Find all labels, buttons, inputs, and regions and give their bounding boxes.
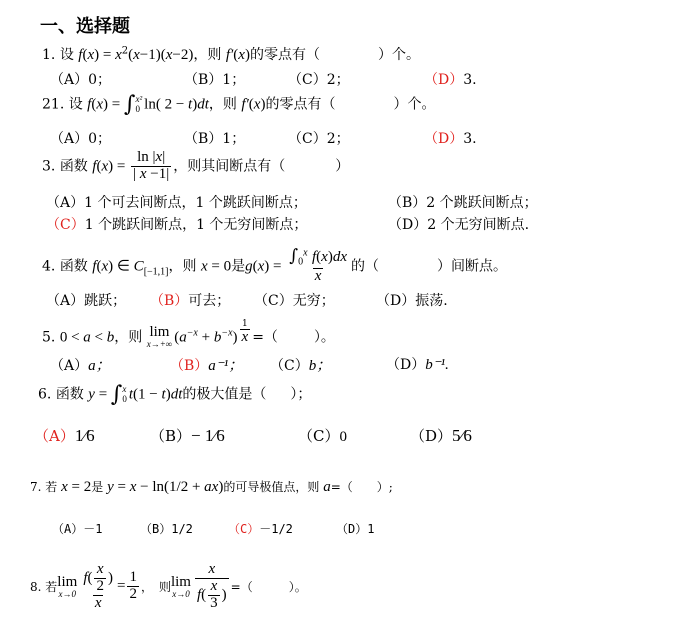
q3-option-b[interactable]: （B）2 个跳跃间断点； — [388, 195, 538, 211]
q21-option-d[interactable]: （D）3. — [424, 131, 477, 147]
question-7: 7. 若 x = 2是 y = x − ln(1/2 + ax)的可导极值点，则 a=（ ）; — [30, 479, 393, 495]
q6-option-c[interactable]: （C）0 — [298, 427, 347, 445]
q3-option-a[interactable]: （A）1 个可去间断点，1 个跳跃间断点； — [46, 195, 307, 211]
q5-option-a[interactable]: （A）a； — [50, 358, 111, 374]
question-8: 8. 若 lim x→0 f( $\frac{x}{2}$ ) x = $\frac{1}{2}$ ， 则 lim x→0 x f( $\frac{x}{3}$ ) =（ ）。 — [30, 561, 307, 611]
q5-option-d[interactable]: （D）b⁻¹. — [386, 357, 449, 373]
question-21: 21. 设 f(x) = ∫ x² 0 ln( 2 − t)dt，则 f′(x)的零点有（ ）个。 — [42, 92, 436, 117]
question-6: 6. 函数 y = ∫ x 0 t(1 − t)dt的极大值是（ ）； — [38, 382, 312, 407]
question-5: 5. 0 < a < b，则 lim x→+∞ $(a^{-x} + b^{-x})$ $^{\frac{1}{x}}$ =（ ）。 — [42, 319, 335, 350]
q6-option-d[interactable]: （D）5⁄6 — [410, 426, 472, 445]
q21-option-c[interactable]: （C）2； — [288, 131, 350, 147]
q4-option-a[interactable]: （A）跳跃； — [46, 293, 127, 309]
q6-option-a[interactable]: （A）1⁄6 — [34, 426, 95, 445]
section-title: 一、选择题 — [40, 16, 130, 37]
q1-option-b[interactable]: （B）1； — [184, 72, 246, 88]
q7-option-b[interactable]: （B）1/2 — [140, 522, 193, 536]
q1-option-d[interactable]: （D）3. — [424, 72, 477, 88]
q5-option-b[interactable]: （B）a⁻¹； — [170, 358, 244, 374]
q7-option-d[interactable]: （D）1 — [336, 522, 375, 536]
q3-option-d[interactable]: （D）2 个无穷间断点. — [388, 217, 530, 233]
q1-option-c[interactable]: （C）2； — [288, 72, 350, 88]
question-3: 3. 函数 f(x) = $\frac{\ln |x|}{| x -1|}$ ，则其间断点有（ ） — [42, 149, 350, 182]
q5-option-c[interactable]: （C）b； — [270, 358, 332, 374]
q3-option-c[interactable]: （C）1 个跳跃间断点，1 个无穷间断点； — [46, 217, 308, 233]
q21-option-a[interactable]: （A）0； — [50, 131, 112, 147]
q4-option-b[interactable]: （B）可去； — [150, 293, 231, 309]
question-1: 1. 设 $f(x) = x^2(x-1)(x-2)$，则 f′(x)的零点有（ ）个。 — [42, 45, 420, 63]
q7-option-a[interactable]: （A）－1 — [52, 522, 103, 536]
q21-option-b[interactable]: （B）1； — [184, 131, 246, 147]
q4-option-c[interactable]: （C）无穷； — [254, 293, 335, 309]
question-4: 4. 函数 f(x) ∈ $C_{[-1,1]}$，则 x = 0是g(x) = $\frac{\int_0^x f(x)dx}{x}$ 的（ ）间断点。 — [42, 246, 508, 285]
q6-option-b[interactable]: （B）− 1⁄6 — [150, 426, 225, 445]
q1-option-a[interactable]: （A）0； — [50, 72, 112, 88]
q7-option-c[interactable]: （C）－1/2 — [228, 522, 293, 536]
q4-option-d[interactable]: （D）振荡. — [376, 293, 448, 309]
